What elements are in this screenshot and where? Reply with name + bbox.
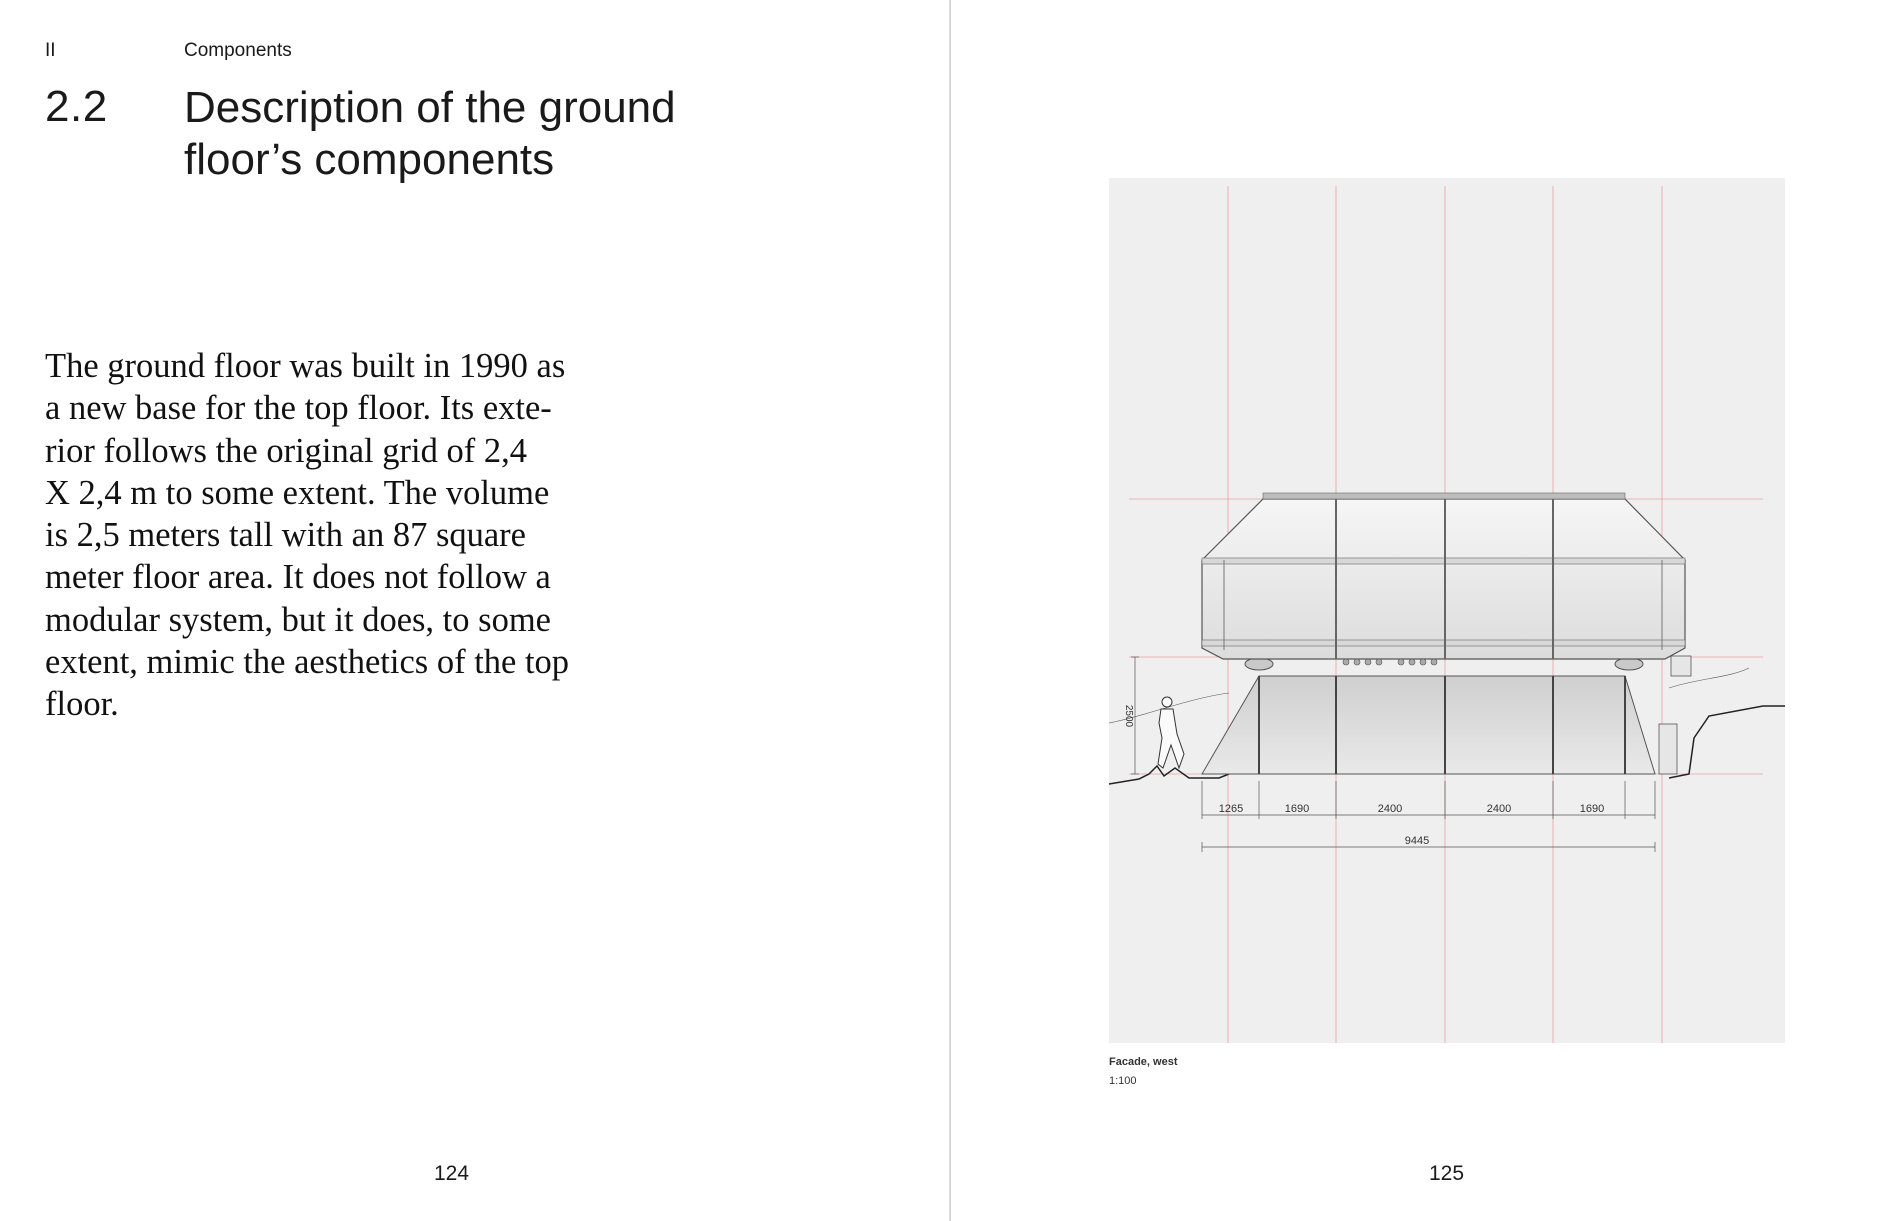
body-text: The ground floor was built in 1990 as a new base for the top floor. Its exte- rior follows the original grid of 2,4 X 2,4 m to some extent. The volume is 2,5 meters tall with an 87 square meter floor area. It does not follow a modular system, but it does, to some extent, mimic the aesthetics of the top floor. [45, 347, 570, 724]
page-number-left: 124 [434, 1162, 470, 1185]
heading-number: 2.2 [45, 82, 108, 131]
page-number-right: 125 [1429, 1162, 1465, 1185]
dimension-label: 1690 [1579, 803, 1605, 815]
ventilation-unit [1671, 656, 1691, 676]
section-number: II [45, 40, 56, 61]
side-stair [1659, 724, 1677, 774]
ground-floor-volume [1202, 676, 1655, 774]
dimension-label: 2400 [1377, 803, 1403, 815]
figure-caption-title: Facade, west [1109, 1056, 1178, 1068]
dimension-label: 2400 [1486, 803, 1512, 815]
dimension-label: 1690 [1284, 803, 1310, 815]
heading-title: Description of the ground floor’s components [184, 83, 676, 184]
height-dimension: 2500 [1123, 704, 1134, 728]
figure-caption-scale: 1:100 [1109, 1075, 1137, 1087]
terrain-right [1669, 706, 1785, 778]
total-dimension-label: 9445 [1404, 835, 1430, 847]
facade-drawing [1109, 178, 1785, 1043]
facade-drawing-svg [1109, 178, 1785, 1043]
section-name: Components [184, 40, 292, 61]
top-floor-volume [1202, 499, 1685, 659]
person-silhouette [1158, 697, 1184, 768]
roof-fixtures [1343, 659, 1437, 665]
dimension-label: 1265 [1218, 803, 1244, 815]
